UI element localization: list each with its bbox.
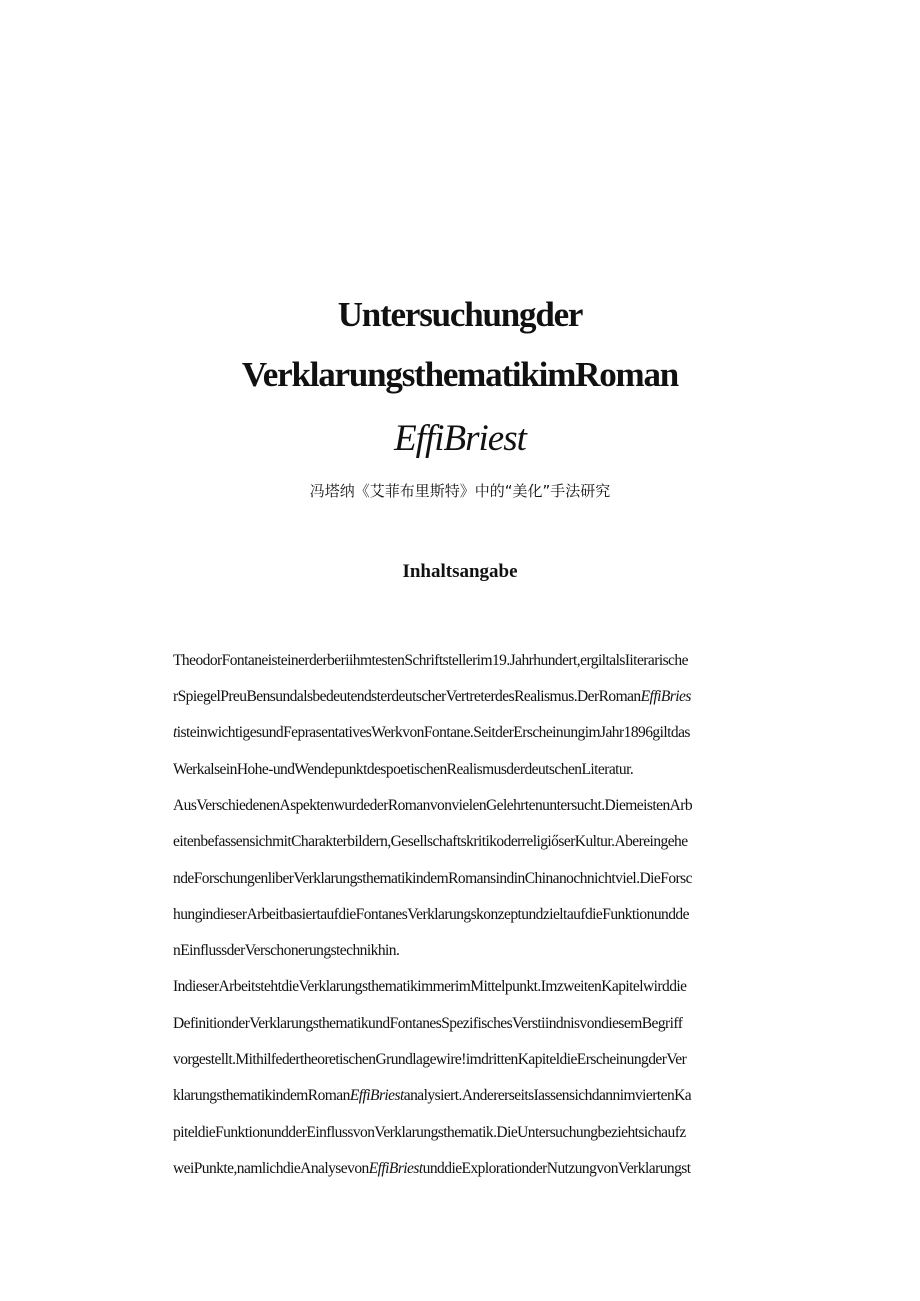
body-line-7 <box>173 868 793 890</box>
section-heading: Inhaltsangabe <box>402 561 518 582</box>
body-line-10 <box>173 976 793 998</box>
body-text: eitenbefassensichmitCharakterbildern,GesellschaftskritikoderreligiőserKultur.Abereingehe <box>173 833 688 850</box>
body-line-1 <box>173 650 793 672</box>
body-text: weiPunkte,namlichdieAnalysevon <box>173 1160 369 1177</box>
body-text: unddieExplorationderNutzungvonVerklarungst <box>422 1160 691 1177</box>
body-line-2 <box>173 686 793 708</box>
body-line-12 <box>173 1049 793 1071</box>
novel-title-italic: t <box>173 724 177 741</box>
novel-title-italic: EffiBries <box>640 688 691 705</box>
novel-title-italic: EffiBriest <box>349 1087 404 1104</box>
body-line-11 <box>173 1013 793 1035</box>
body-text: isteinwichtigesundFeprasentativesWerkvonFontane.SeitderErscheinungimJahr1896giltdas <box>176 724 690 741</box>
body-line-8 <box>173 904 793 926</box>
body-text: piteldieFunktionundderEinflussvonVerklarungsthematik.DieUntersuchungbeziehtsichaufz <box>173 1124 686 1141</box>
chinese-title: 冯塔纳《艾菲布里斯特》中的“美化”手法研究 <box>309 482 611 500</box>
title-line-2: VerklarungsthematikimRoman <box>241 355 679 394</box>
body-text: WerkalseinHohe-undWendepunktdespoetischenRealismusderdeutschenLiteratur. <box>173 761 634 778</box>
body-text: TheodorFontaneisteinerderberiihmtestenSchriftstellerim19.Jahrhundert,ergiltalsIiterarische <box>173 652 688 669</box>
body-text: klarungsthematikindemRoman <box>173 1087 350 1104</box>
body-text: IndieserArbeitstehtdieVerklarungsthematikimmerimMittelpunkt.ImzweitenKapitelwirddie <box>173 978 687 995</box>
body-text: hungindieserArbeitbasiertaufdieFontanesVerklarungskonzeptundzieltaufdieFunktionundde <box>173 906 689 923</box>
title-line-3-novel-name: EffiBriest <box>394 418 526 459</box>
body-line-3 <box>173 722 793 744</box>
body-line-14 <box>173 1122 793 1144</box>
body-line-9 <box>173 940 793 962</box>
body-text: DefinitionderVerklarungsthematikundFontanesSpezifischesVerstiindnisvondiesemBegriff <box>173 1015 683 1032</box>
body-text: vorgestellt.MithilfedertheoretischenGrundlagewire!imdrittenKapiteldieErscheinungderVer <box>173 1051 687 1068</box>
body-text: analysiert.AndererseitsIassensichdannimviertenKa <box>403 1087 692 1104</box>
body-line-4 <box>173 759 793 781</box>
body-text: AusVerschiedenenAspektenwurdederRomanvonvielenGelehrtenuntersucht.DiemeistenArb <box>173 797 693 814</box>
title-line-1: Untersuchungder <box>337 295 583 334</box>
body-line-13 <box>173 1085 793 1107</box>
body-text: ndeForschungenliberVerklarungsthematikindemRomansindinChinanochnichtviel.DieForsc <box>173 870 692 887</box>
body-line-15 <box>173 1158 793 1180</box>
body-line-5 <box>173 795 793 817</box>
body-line-6 <box>173 831 793 853</box>
novel-title-italic: EffiBriest <box>368 1160 423 1177</box>
body-text: nEinflussderVerschonerungstechnikhin. <box>173 942 400 959</box>
body-text: rSpiegelPreuBensundalsbedeutendsterdeutscherVertreterdesRealismus.DerRoman <box>173 688 641 705</box>
